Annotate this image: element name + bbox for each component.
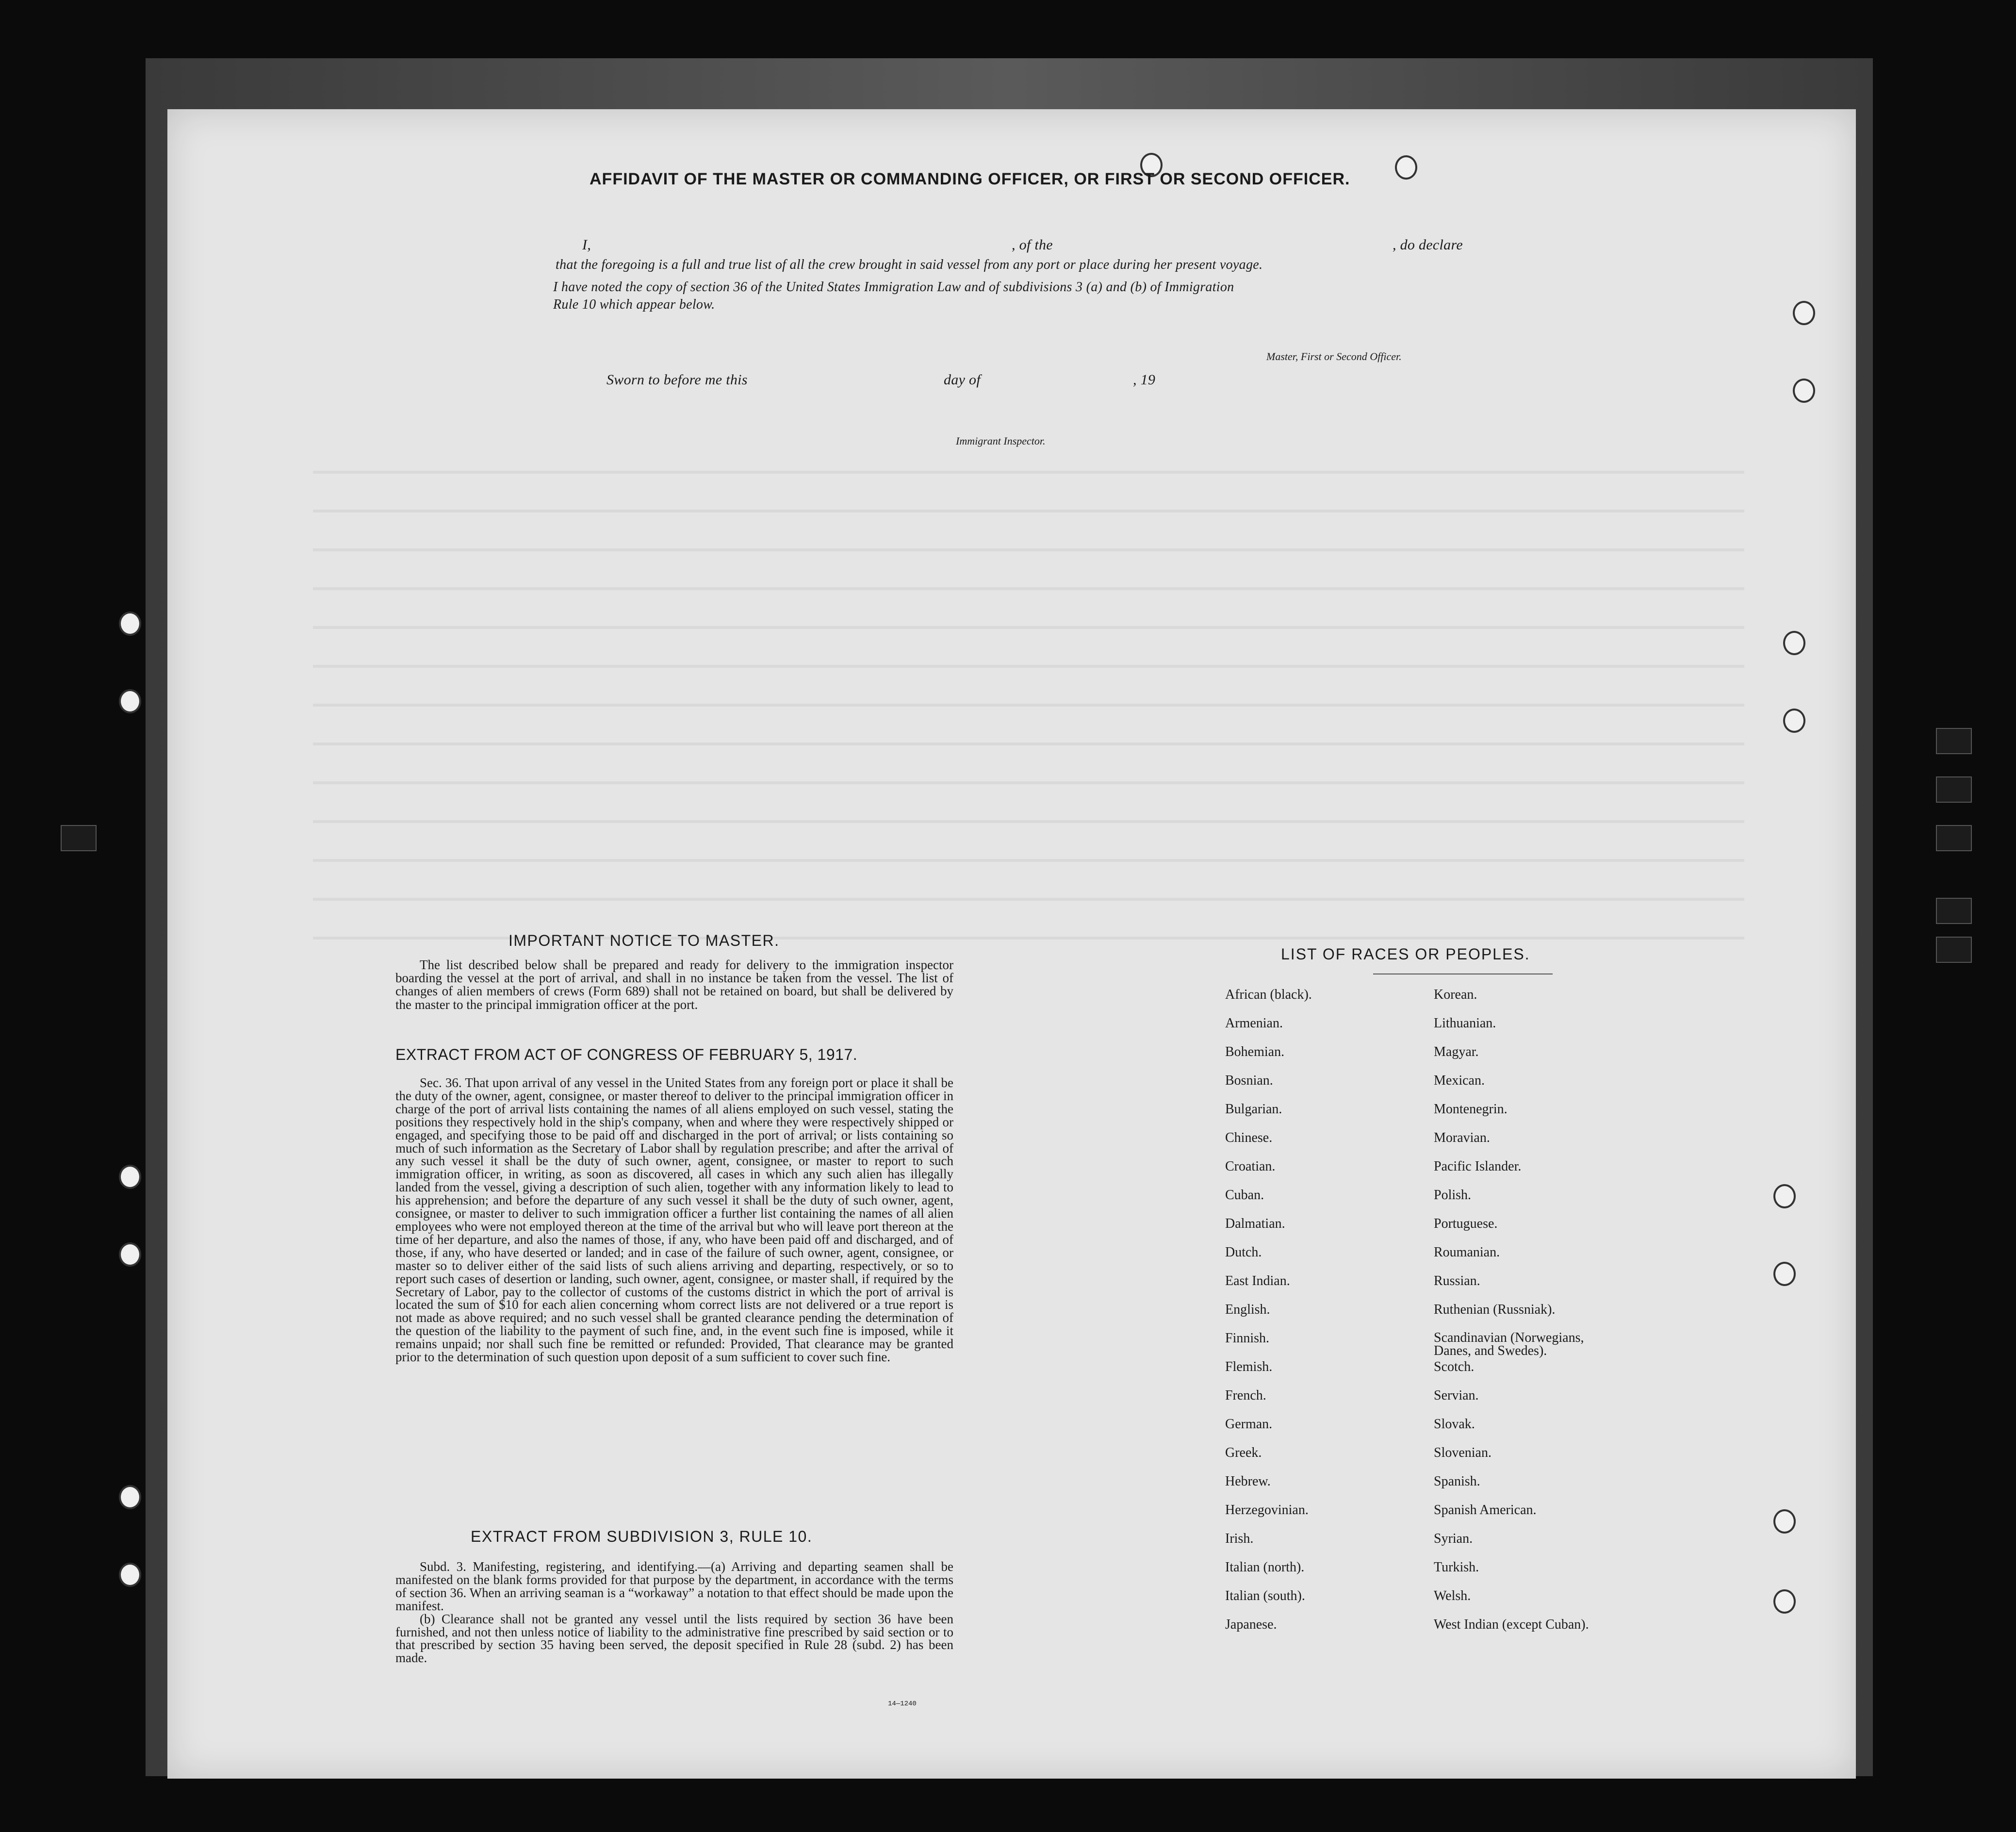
act-extract-text — [395, 1076, 953, 1364]
master-signature-label: Master, First or Second Officer. — [1266, 350, 1402, 363]
right-binder-tab — [1936, 776, 1972, 803]
race-item: Russian. — [1434, 1273, 1480, 1288]
race-item: Bohemian. — [1225, 1044, 1285, 1059]
races-title: LIST OF RACES OR PEOPLES. — [1281, 945, 1530, 963]
race-item: Korean. — [1434, 987, 1477, 1002]
inspector-signature-label: Immigrant Inspector. — [956, 435, 1046, 447]
race-item: Turkish. — [1434, 1560, 1479, 1575]
race-item: Syrian. — [1434, 1531, 1473, 1546]
bleed-through-row — [313, 587, 1744, 590]
affidavit-line-3: I have noted the copy of section 36 of the United States Immigration Law and of subdivisions 3 (a) and (b) of Immigration — [553, 280, 1234, 295]
race-item: French. — [1225, 1388, 1266, 1403]
punch-hole — [119, 611, 141, 636]
bleed-through-row — [313, 665, 1744, 668]
affidavit-line-4: Rule 10 which appear below. — [553, 297, 715, 312]
race-item: Bosnian. — [1225, 1073, 1273, 1088]
affidavit-do-declare: , do declare — [1393, 237, 1463, 253]
race-item: Croatian. — [1225, 1159, 1276, 1174]
rule-extract-text — [395, 1560, 953, 1665]
punch-hole — [1783, 631, 1805, 655]
punch-hole — [1783, 709, 1805, 733]
races-column-1 — [1225, 988, 1312, 1646]
act-extract-title: EXTRACT FROM ACT OF CONGRESS OF FEBRUARY 5, 1917. — [395, 1046, 858, 1063]
year-label: , 19 — [1133, 372, 1156, 388]
race-item: German. — [1225, 1417, 1273, 1432]
race-item: Pacific Islander. — [1434, 1159, 1522, 1174]
race-item: Irish. — [1225, 1531, 1254, 1546]
race-item: Ruthenian (Russniak). — [1434, 1302, 1556, 1317]
bleed-through-row — [313, 548, 1744, 551]
race-item: Spanish American. — [1434, 1502, 1537, 1518]
race-item: Dutch. — [1225, 1245, 1262, 1260]
rule-extract-paragraph-a: Subd. 3. Manifesting, registering, and identifying.—(a) Arriving and departing seamen shall be manifested on the blank forms provided for that purpose by the department, in accordance with the terms of section 36. When an arriving seaman is a “workaway” a notation to that effect should be made upon the manifest. — [395, 1559, 953, 1613]
race-item: Hebrew. — [1225, 1474, 1271, 1489]
bleed-through-row — [313, 781, 1744, 784]
race-item: East Indian. — [1225, 1273, 1290, 1288]
races-column-2 — [1434, 988, 1618, 1646]
race-item: Portuguese. — [1434, 1216, 1498, 1231]
sworn-label: Sworn to before me this — [606, 372, 748, 388]
punch-hole — [119, 1563, 141, 1587]
race-item: Dalmatian. — [1225, 1216, 1285, 1231]
race-item: Italian (south). — [1225, 1588, 1305, 1603]
form-number: 14—1240 — [888, 1700, 917, 1708]
race-item: Spanish. — [1434, 1474, 1480, 1489]
race-item: Cuban. — [1225, 1188, 1264, 1203]
bleed-through-row — [313, 859, 1744, 862]
bleed-through-row — [313, 510, 1744, 512]
punch-hole — [119, 1165, 141, 1189]
rule-extract-title: EXTRACT FROM SUBDIVISION 3, RULE 10. — [471, 1528, 813, 1545]
affidavit-line-2: that the foregoing is a full and true list of all the crew brought in said vessel from any port or place during her present voyage. — [556, 257, 1263, 272]
act-extract-paragraph: Sec. 36. That upon arrival of any vessel in the United States from any foreign port or place it shall be the duty of the owner, agent, consignee, or master thereof to deliver to the principal immigration officer in charge of the port of arrival lists containing the names of all aliens employed on such vessel, stating the positions they respectively hold in the ship's company, when and where they were respectively shipped or engaged, and specifying those to be paid off and discharged in the port of arrival; or lists containing so much of such information as the Secretary of Labor shall by regulation prescribe; and after the arrival of any such vessel it shall be the duty of such owner, agent, consignee, or master to report to such immigration officer, in writing, as soon as discovered, all cases in which any such alien has illegally landed from the vessel, giving a description of such alien, together with any information likely to lead to his apprehension; and before the departure of any such vessel it shall be the duty of such owner, agent, consignee, or master to deliver to such immigration officer a further list containing the names of all alien employees who were not employed thereon at the time of the arrival but who will leave port thereon at the time of her departure, and also the names of those, if any, who have been paid off and discharged, and of those, if any, who have deserted or landed; and in case of the failure of such owner, agent, consignee, or master so to deliver either of the said lists of such aliens arriving and departing, respectively, or so to report such cases of desertion or landing, such owner, agent, consignee, or master shall, if required by the Secretary of Labor, pay to the collector of customs of the customs district in which the port of arrival is located the sum of $10 for each alien concerning whom correct lists are not delivered or a true report is not made as above required; and no such vessel shall be granted clearance pending the determination of the question of the liability to the payment of such fine, and, in the event such fine is imposed, while it remains unpaid; nor shall such fine be remitted or refunded: Provided, That clearance may be granted prior to the determination of such question upon deposit of a sum sufficient to cover such fine. — [395, 1075, 953, 1365]
bleed-through-row — [313, 704, 1744, 707]
race-item: Slovenian. — [1434, 1445, 1492, 1460]
bleed-through-row — [313, 743, 1744, 745]
notice-title: IMPORTANT NOTICE TO MASTER. — [508, 932, 780, 949]
race-item: Bulgarian. — [1225, 1102, 1282, 1117]
race-item: African (black). — [1225, 987, 1312, 1002]
bleed-through-row — [313, 898, 1744, 901]
race-item: Italian (north). — [1225, 1560, 1305, 1575]
punch-hole — [1773, 1262, 1796, 1286]
punch-hole — [119, 1242, 141, 1267]
race-item: Roumanian. — [1434, 1245, 1500, 1260]
race-item: Finnish. — [1225, 1331, 1270, 1346]
right-binder-tab — [1936, 825, 1972, 851]
race-item: Japanese. — [1225, 1617, 1277, 1632]
race-item: Magyar. — [1434, 1044, 1479, 1059]
right-binder-tab — [1936, 898, 1972, 924]
notice-paragraph: The list described below shall be prepared and ready for delivery to the immigration inspector boarding the vessel at the port of arrival, and shall in no instance be taken from the vessel. The list of changes of alien members of crews (Form 689) shall not be retained on board, but shall be delivered by the master to the principal immigration officer at the port. — [395, 957, 953, 1012]
race-item: Welsh. — [1434, 1588, 1471, 1603]
affidavit-title: AFFIDAVIT OF THE MASTER OR COMMANDING OFFICER, OR FIRST OR SECOND OFFICER. — [590, 170, 1350, 188]
affidavit-i: I, — [582, 237, 591, 253]
bleed-through-row — [313, 471, 1744, 474]
bleed-through-row — [313, 820, 1744, 823]
left-binder-tab — [61, 825, 97, 851]
punch-hole — [1793, 301, 1815, 325]
race-item: Lithuanian. — [1434, 1016, 1496, 1031]
right-binder-tab — [1936, 728, 1972, 754]
race-item: Flemish. — [1225, 1359, 1273, 1374]
race-item: Montenegrin. — [1434, 1102, 1508, 1117]
bleed-through-row — [313, 626, 1744, 629]
punch-hole — [1773, 1509, 1796, 1534]
race-item: Armenian. — [1225, 1016, 1283, 1031]
race-item: English. — [1225, 1302, 1270, 1317]
race-item: Slovak. — [1434, 1417, 1475, 1432]
race-item: Scandinavian (Norwegians, Danes, and Swedes). — [1434, 1330, 1584, 1358]
race-item: Polish. — [1434, 1188, 1472, 1203]
punch-hole — [1793, 379, 1815, 403]
race-item: Servian. — [1434, 1388, 1479, 1403]
race-item: Chinese. — [1225, 1130, 1273, 1145]
punch-hole — [1773, 1184, 1796, 1208]
punch-hole — [119, 689, 141, 713]
rule-extract-paragraph-b: (b) Clearance shall not be granted any vessel until the lists required by section 36 have been furnished, and not then unless notice of liability to the administrative fine prescribed by said section or to that prescribed by section 35 having been served, the deposit specified in Rule 28 (subd. 2) has been made. — [395, 1611, 953, 1666]
race-item: Herzegovinian. — [1225, 1502, 1309, 1518]
notice-text — [395, 958, 953, 1011]
race-item: Moravian. — [1434, 1130, 1490, 1145]
day-of-label: day of — [944, 372, 981, 388]
punch-hole — [1773, 1589, 1796, 1614]
race-item: West Indian (except Cuban). — [1434, 1617, 1589, 1632]
race-item: Scotch. — [1434, 1359, 1475, 1374]
right-binder-tab — [1936, 937, 1972, 963]
punch-hole — [119, 1485, 141, 1509]
affidavit-of-the: , of the — [1012, 237, 1053, 253]
race-item: Greek. — [1225, 1445, 1262, 1460]
race-item: Mexican. — [1434, 1073, 1485, 1088]
